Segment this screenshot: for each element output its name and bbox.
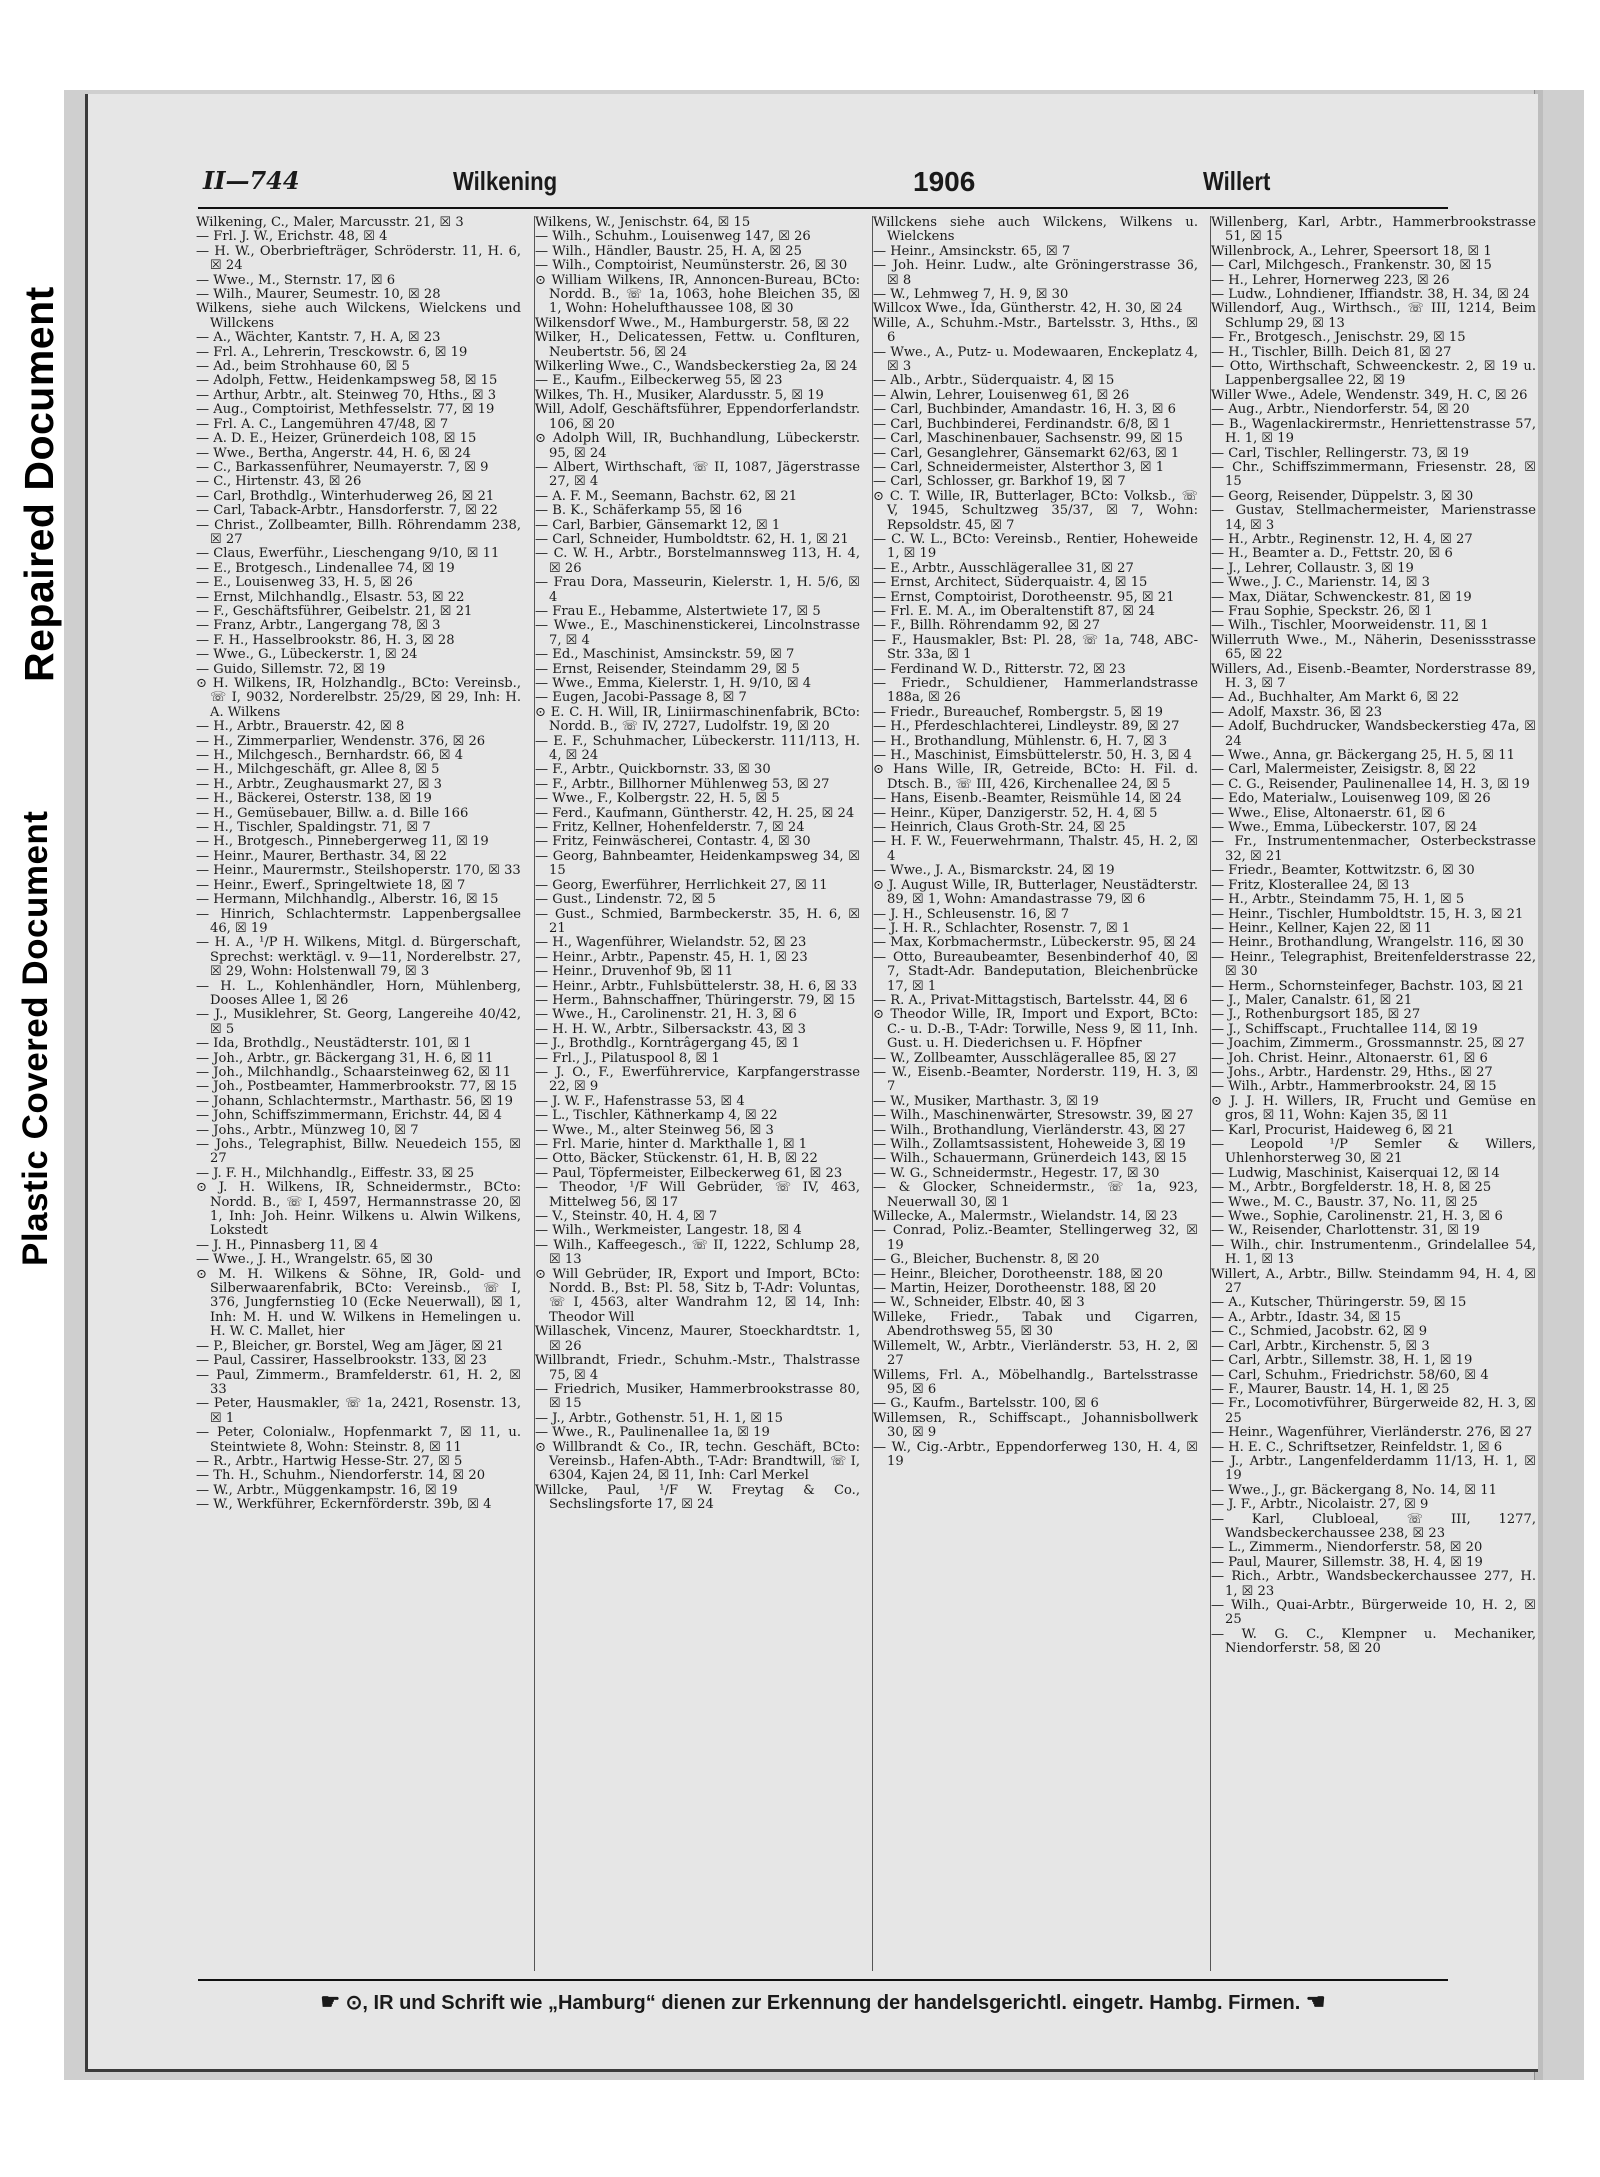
directory-entry: — W., Cig.-Arbtr., Eppendorferweg 130, H. 4, ☒ 19 (873, 1439, 1198, 1469)
directory-entry: — J., Lehrer, Collaustr. 3, ☒ 19 (1211, 560, 1414, 576)
directory-entry: — F., Hausmakler, Bst: Pl. 28, ☏ 1a, 748, ABC-Str. 33a, ☒ 1 (873, 632, 1198, 663)
directory-entry: — H., Lehrer, Hornerweg 223, ☒ 26 (1211, 272, 1450, 288)
directory-entry: — G., Bleicher, Buchenstr. 8, ☒ 20 (873, 1252, 1100, 1268)
directory-entry: — Wwe., J. C., Marienstr. 14, ☒ 3 (1211, 575, 1430, 591)
directory-entry: — Otto, Wirthschaft, Schweenckestr. 2, ☒ 19 u. Lappenbergsallee 22, ☒ 19 (1211, 359, 1536, 389)
directory-entry: — Wilh., Arbtr., Hammerbrookstr. 24, ☒ 15 (1211, 1079, 1497, 1095)
directory-entry: — Aug., Arbtr., Niendorferstr. 54, ☒ 20 (1211, 402, 1470, 418)
directory-entry: — J. H. R., Schlachter, Rosenstr. 7, ☒ 1 (873, 920, 1131, 936)
directory-entry: — J. H., Schleusenstr. 16, ☒ 7 (873, 906, 1070, 922)
directory-entry: Wilkes, Th. H., Musiker, Alardusstr. 5, ☒ 19 (535, 387, 824, 403)
directory-entry: — Heinr., Ewerf., Springeltwiete 18, ☒ 7 (196, 877, 466, 893)
directory-entry: — Carl, Buchbinderei, Ferdinandstr. 6/8, ☒ 1 (873, 416, 1172, 432)
directory-entry: — Wilh., Maurer, Seumestr. 10, ☒ 28 (196, 287, 441, 303)
directory-entry: — Fr., Brotgesch., Jenischstr. 29, ☒ 15 (1211, 330, 1466, 346)
header-rule (198, 207, 1448, 209)
directory-entry: ⊙ Adolph Will, IR, Buchhandlung, Lübeckerstr. 95, ☒ 24 (535, 431, 860, 461)
directory-entry: — Heinr., Kellner, Kajen 22, ☒ 11 (1211, 920, 1432, 936)
directory-entry: — Heinr., Druvenhof 9b, ☒ 11 (535, 964, 734, 980)
directory-entry: — Heinr., Küper, Danzigerstr. 52, H. 4, ☒ 5 (873, 805, 1158, 821)
directory-entry: — Ludw., Lohndiener, Iffiandstr. 38, H. 34, ☒ 24 (1211, 287, 1530, 303)
directory-entry: — Paul, Zimmerm., Bramfelderstr. 61, H. 2, ☒ 33 (196, 1367, 521, 1397)
directory-entry: — F., Billh. Röhrendamm 92, ☒ 27 (873, 618, 1101, 634)
page-number: II—744 (203, 166, 300, 195)
directory-entry: Willecke, A., Malermstr., Wielandstr. 14, ☒ 23 (873, 1209, 1178, 1225)
directory-entry: — H. H. W., Arbtr., Silbersackstr. 43, ☒ 3 (535, 1021, 806, 1037)
directory-entry: — Wilh., Comptoirist, Neumünsterstr. 26, ☒ 30 (535, 258, 848, 274)
directory-entry: — Conrad, Poliz.-Beamter, Stellingerweg 32, ☒ 19 (873, 1223, 1198, 1253)
directory-entry: — Heinr., Arbtr., Fuhlsbüttelerstr. 38, H. 6, ☒ 33 (535, 978, 858, 994)
directory-entry: — Wilh., Kaffeegesch., ☏ II, 1222, Schlump 28, ☒ 13 (535, 1237, 860, 1268)
page-footer (203, 1989, 1443, 2019)
directory-entry: — Wwe., M., Sternstr. 17, ☒ 6 (196, 272, 396, 288)
header-year: 1906 (913, 166, 976, 197)
directory-entry: — Hans, Eisenb.-Beamter, Reismühle 14, ☒ 24 (873, 791, 1182, 807)
directory-entry: — L., Zimmerm., Niendorferstr. 58, ☒ 20 (1211, 1540, 1483, 1556)
directory-entry: — Wilh., chir. Instrumentenm., Grindelallee 54, H. 1, ☒ 13 (1211, 1237, 1536, 1268)
directory-entry: — Wwe., Emma, Kielerstr. 1, H. 9/10, ☒ 4 (535, 676, 812, 691)
directory-entry: — Ernst, Comptoirist, Dorotheenstr. 95, ☒ 21 (873, 589, 1175, 605)
directory-entry: ⊙ Will Gebrüder, IR, Export und Import, BCto: Nordd. B., Bst: Pl. 58, Sitz b, T-Adr: Voluntas, ☏ I, 4563, alter Wandrahm 12, ☒ 14, Inh: Theodor Will (535, 1266, 860, 1325)
directory-entry: — Wilh., Schauermann, Grünerdeich 143, ☒ 15 (873, 1151, 1187, 1167)
directory-entry: — J., Arbtr., Langenfelderdamm 11/13, H. 1, ☒ 19 (1211, 1453, 1536, 1484)
directory-entry: Willenberg, Karl, Arbtr., Hammerbrookstrasse 51, ☒ 15 (1211, 216, 1536, 245)
directory-entry: — M., Arbtr., Borgfelderstr. 18, H. 8, ☒ 25 (1211, 1180, 1492, 1196)
directory-entry: — E., Kaufm., Eilbeckerweg 55, ☒ 23 (535, 373, 783, 389)
directory-entry: — Fritz, Feinwäscherei, Contastr. 4, ☒ 30 (535, 834, 811, 850)
directory-entry: — E., Brotgesch., Lindenallee 74, ☒ 19 (196, 560, 455, 576)
directory-entry: — Friedr., Bureauchef, Rombergstr. 5, ☒ 19 (873, 704, 1164, 720)
directory-entry: — Herm., Schornsteinfeger, Bachstr. 103, ☒ 21 (1211, 978, 1525, 994)
directory-entry: Wilkening, C., Maler, Marcusstr. 21, ☒ 3 (196, 216, 464, 230)
directory-entry: — Friedr., Beamter, Kottwitzstr. 6, ☒ 30 (1211, 863, 1475, 879)
directory-entry: — C., Schmied, Jacobstr. 62, ☒ 9 (1211, 1324, 1428, 1340)
directory-entry: — Carl, Brothdlg., Winterhuderweg 26, ☒ 21 (196, 488, 495, 504)
directory-entry: — Wwe., A., Putz- u. Modewaaren, Enckeplatz 4, ☒ 3 (873, 344, 1198, 375)
directory-entry: — Wwe., G., Lübeckerstr. 1, ☒ 24 (196, 647, 418, 663)
directory-entry: — H. A., ¹/P H. Wilkens, Mitgl. d. Bürgerschaft, Sprechst: werktägl. v. 9—11, Norderelbstr. 27, ☒ 29, Wohn: Holstenwall 79, ☒ 3 (196, 935, 521, 980)
directory-entry: — J., Musiklehrer, St. Georg, Langereihe 40/42, ☒ 5 (196, 1007, 521, 1037)
directory-entry: — John, Schiffszimmermann, Erichstr. 44, ☒ 4 (196, 1108, 502, 1124)
directory-entry: — H., Wagenführer, Wielandstr. 52, ☒ 23 (535, 935, 807, 951)
directory-entry: — Eugen, Jacobi-Passage 8, ☒ 7 (535, 690, 747, 706)
directory-entry: — Heinr., Maurermstr., Steilshoperstr. 170, ☒ 33 (196, 863, 521, 879)
directory-entry: — Ludwig, Maschinist, Kaiserquai 12, ☒ 14 (1211, 1165, 1500, 1181)
directory-entry: ⊙ C. T. Wille, IR, Butterlager, BCto: Volksb., ☏ V, 1945, Schultzweg 35/37, ☒ 7, Wohn: Repsoldstr. 45, ☒ 7 (873, 488, 1198, 533)
directory-entry: — F., Arbtr., Billhorner Mühlenweg 53, ☒ 27 (535, 776, 830, 792)
directory-entry: — Fritz, Klosterallee 24, ☒ 13 (1211, 877, 1410, 893)
directory-entry: — A., Arbtr., Idastr. 34, ☒ 15 (1211, 1309, 1401, 1325)
directory-entry: — F., Geschäftsführer, Geibelstr. 21, ☒ 21 (196, 603, 473, 619)
directory-entry: — Carl, Arbtr., Sillemstr. 38, H. 1, ☒ 19 (1211, 1353, 1473, 1369)
directory-entry: — C. W. H., Arbtr., Borstelmannsweg 113, H. 4, ☒ 26 (535, 546, 860, 576)
directory-entry: — Leopold ¹/P Semler & Willers, Uhlenhorsterweg 30, ☒ 21 (1211, 1137, 1536, 1167)
directory-entry: — V., Steinstr. 40, H. 4, ☒ 7 (535, 1209, 718, 1225)
directory-entry: — Paul, Maurer, Sillemstr. 38, H. 4, ☒ 19 (1211, 1554, 1483, 1570)
directory-entry: — H., Milchgesch., Bernhardstr. 66, ☒ 4 (196, 748, 464, 764)
directory-entry: — Gust., Schmied, Barmbeckerstr. 35, H. 6, ☒ 21 (535, 906, 860, 936)
directory-entry: — Max, Diätar, Schwenckestr. 81, ☒ 19 (1211, 589, 1472, 605)
directory-entry: — Wwe., Bertha, Angerstr. 44, H. 6, ☒ 24 (196, 445, 471, 461)
directory-entry: — H., Tischler, Billh. Deich 81, ☒ 27 (1211, 344, 1452, 360)
directory-entry: — W., Eisenb.-Beamter, Norderstr. 119, H. 3, ☒ 7 (873, 1064, 1198, 1095)
directory-entry: — Wwe., H., Carolinenstr. 21, H. 3, ☒ 6 (535, 1007, 797, 1023)
directory-entry: — J., Brothdlg., Korntrâgergang 45, ☒ 1 (535, 1036, 800, 1052)
directory-entry: ⊙ J. H. Wilkens, IR, Schneidermstr., BCto: Nordd. B., ☏ I, 4597, Hermannstrasse 20, ☒ 1, Inh: Joh. Heinr. Wilkens u. Alwin Wilkens, Lokstedt (196, 1180, 521, 1239)
directory-entry: — Heinr., Tischler, Humboldtstr. 15, H. 3, ☒ 21 (1211, 906, 1524, 922)
directory-entry: Willems, Frl. A., Möbelhandlg., Bartelsstrasse 95, ☒ 6 (873, 1367, 1198, 1397)
column-4 (1210, 216, 1536, 1971)
directory-entry: — Wilh., Brothandlung, Vierländerstr. 43, ☒ 27 (873, 1122, 1186, 1138)
directory-entry: — A. D. E., Heizer, Grünerdeich 108, ☒ 15 (196, 431, 477, 447)
directory-entry: ⊙ M. H. Wilkens & Söhne, IR, Gold- und Silberwaarenfabrik, BCto: Vereinsb., ☏ I, 376, Jungfernstieg 10 (Ecke Neuerwall), ☒ 1, Inh: M. H. und W. Wilkens in Hemelingen u. H. W. C. Mallet, hier (196, 1266, 521, 1340)
directory-entry: — H., Pferdeschlachterei, Lindleystr. 89, ☒ 27 (873, 719, 1180, 735)
directory-entry: — W., Schneider, Elbstr. 40, ☒ 3 (873, 1295, 1085, 1311)
page-header (203, 166, 1448, 202)
directory-entry: — W., Zollbeamter, Ausschlägerallee 85, ☒ 27 (873, 1050, 1177, 1066)
directory-entry: — Heinr., Bleicher, Dorotheenstr. 188, ☒ 20 (873, 1266, 1163, 1282)
directory-entry: — Heinr., Wagenführer, Vierländerstr. 276, ☒ 27 (1211, 1425, 1533, 1441)
directory-entry: — Heinr., Brothandlung, Wrangelstr. 116, ☒ 30 (1211, 935, 1524, 951)
directory-entry: ⊙ H. Wilkens, IR, Holzhandlg., BCto: Vereinsb., ☏ I, 9032, Norderelbstr. 25/29, ☒ 29, Inh: H. A. Wilkens (196, 676, 521, 720)
directory-entry: — Alb., Arbtr., Süderquaistr. 4, ☒ 15 (873, 373, 1115, 389)
directory-entry: — H., Tischler, Spaldingstr. 71, ☒ 7 (196, 820, 431, 836)
directory-entry: — Carl, Taback-Arbtr., Hansdorferstr. 7, ☒ 22 (196, 503, 498, 519)
directory-entry: — J., Arbtr., Gothenstr. 51, H. 1, ☒ 15 (535, 1410, 783, 1426)
directory-entry: — C. G., Reisender, Paulinenallee 14, H. 3, ☒ 19 (1211, 776, 1530, 792)
directory-entry: Will, Adolf, Geschäftsführer, Eppendorferlandstr. 106, ☒ 20 (535, 402, 860, 432)
directory-entry: — H., Gemüsebauer, Billw. a. d. Bille 166 (196, 805, 469, 821)
directory-entry: — Wilh., Händler, Baustr. 25, H. A, ☒ 25 (535, 243, 802, 259)
directory-entry: — Frl. A., Lehrerin, Tresckowstr. 6, ☒ 19 (196, 344, 468, 360)
entry-columns (196, 216, 1546, 1971)
directory-entry: — Wwe., Elise, Altonaerstr. 61, ☒ 6 (1211, 805, 1446, 821)
directory-entry: — H. F. W., Feuerwehrmann, Thalstr. 45, H. 2, ☒ 4 (873, 834, 1198, 864)
directory-entry: Wilker, H., Delicatessen, Fettw. u. Conflturen, Neubertstr. 56, ☒ 24 (535, 330, 860, 360)
directory-entry: — H., Brotgesch., Pinnebergerweg 11, ☒ 19 (196, 834, 489, 850)
directory-entry: — F. H., Hasselbrookstr. 86, H. 3, ☒ 28 (196, 632, 455, 648)
directory-entry: Willaschek, Vincenz, Maurer, Stoeckhardtstr. 1, ☒ 26 (535, 1324, 860, 1354)
header-first-name: Wilkening (453, 166, 558, 196)
directory-entry: — Frl., J., Pilatuspool 8, ☒ 1 (535, 1050, 720, 1066)
directory-entry: — Johs., Arbtr., Münzweg 10, ☒ 7 (196, 1122, 419, 1138)
directory-entry: — Friedr., Schuldiener, Hammerlandstrasse 188a, ☒ 26 (873, 676, 1198, 706)
directory-entry: — Wwe., J., gr. Bäckergang 8, No. 14, ☒ 11 (1211, 1482, 1497, 1498)
directory-entry: — Heinr., Telegraphist, Breitenfelderstrasse 22, ☒ 30 (1211, 949, 1536, 980)
directory-entry: — Otto, Bäcker, Stückenstr. 61, H. B, ☒ 22 (535, 1151, 818, 1167)
directory-entry: Willckens siehe auch Wilckens, Wilkens u. Wielckens (873, 216, 1198, 245)
directory-entry: Willerruth Wwe., M., Näherin, Desenissstrasse 65, ☒ 22 (1211, 632, 1536, 663)
directory-entry: Willeke, Friedr., Tabak und Cigarren, Abendrothsweg 55, ☒ 30 (873, 1309, 1198, 1340)
directory-entry: — Frau Sophie, Speckstr. 26, ☒ 1 (1211, 603, 1433, 619)
directory-entry: — W., Arbtr., Müggenkampstr. 16, ☒ 19 (196, 1482, 458, 1498)
directory-entry: — Guido, Sillemstr. 72, ☒ 19 (196, 661, 386, 677)
directory-entry: — Frl. Marie, hinter d. Markthalle 1, ☒ 1 (535, 1137, 808, 1152)
column-2 (534, 216, 860, 1971)
directory-entry: — Gustav, Stellmachermeister, Marienstrasse 14, ☒ 3 (1211, 503, 1536, 533)
directory-entry: — Heinr., Arbtr., Papenstr. 45, H. 1, ☒ 23 (535, 949, 808, 965)
directory-entry: — R., Arbtr., Hartwig Hesse-Str. 27, ☒ 5 (196, 1453, 463, 1469)
directory-entry: — H., Arbtr., Steindamm 75, H. 1, ☒ 5 (1211, 892, 1465, 908)
directory-entry: Willenbrock, A., Lehrer, Speersort 18, ☒ 1 (1211, 243, 1492, 259)
directory-entry: — Johs., Arbtr., Hardenstr. 29, Hths., ☒ 27 (1211, 1064, 1493, 1080)
directory-entry: — Hinrich, Schlachtermstr. Lappenbergsallee 46, ☒ 19 (196, 906, 521, 936)
directory-entry: — E., Louisenweg 33, H. 5, ☒ 26 (196, 575, 413, 591)
directory-entry: — Ferd., Kaufmann, Güntherstr. 42, H. 25, ☒ 24 (535, 805, 855, 821)
directory-entry: — Heinr., Amsinckstr. 65, ☒ 7 (873, 243, 1071, 259)
directory-entry: Willcox Wwe., Ida, Güntherstr. 42, H. 30, ☒ 24 (873, 301, 1183, 317)
directory-entry: — J., Schiffscapt., Fruchtallee 114, ☒ 19 (1211, 1021, 1478, 1037)
directory-entry: — Arthur, Arbtr., alt. Steinweg 70, Hths., ☒ 3 (196, 387, 497, 403)
directory-entry: — Ed., Maschinist, Amsinckstr. 59, ☒ 7 (535, 647, 795, 663)
directory-entry: — Joh. Heinr. Ludw., alte Gröningerstrasse 36, ☒ 8 (873, 258, 1198, 288)
directory-entry: — J. W. F., Hafenstrasse 53, ☒ 4 (535, 1093, 745, 1109)
directory-entry: — Aug., Comptoirist, Methfesselstr. 77, ☒ 19 (196, 402, 495, 418)
directory-entry: — Joh., Milchhandlg., Schaarsteinweg 62, ☒ 11 (196, 1064, 511, 1080)
directory-entry: — Wwe., M. C., Baustr. 37, No. 11, ☒ 25 (1211, 1194, 1478, 1210)
header-last-name: Willert (1203, 166, 1271, 196)
directory-entry: — Paul, Töpfermeister, Eilbeckerweg 61, ☒ 23 (535, 1165, 843, 1181)
column-1 (196, 216, 521, 1971)
directory-entry: — Joh., Arbtr., gr. Bäckergang 31, H. 6, ☒ 11 (196, 1050, 494, 1066)
directory-entry: — Carl, Schuhm., Friedrichstr. 58/60, ☒ 4 (1211, 1367, 1489, 1383)
directory-entry: — W., Lehmweg 7, H. 9, ☒ 30 (873, 287, 1069, 303)
directory-entry: — W., Werkführer, Eckernförderstr. 39b, ☒ 4 (196, 1497, 492, 1513)
directory-entry: — Carl, Gesanglehrer, Gänsemarkt 62/63, ☒ 1 (873, 445, 1180, 461)
directory-entry: — Max, Korbmachermstr., Lübeckerstr. 95, ☒ 24 (873, 935, 1197, 951)
directory-entry: — H., Arbtr., Zeughausmarkt 27, ☒ 3 (196, 776, 442, 792)
directory-entry: — Ernst, Reisender, Steindamm 29, ☒ 5 (535, 661, 800, 677)
directory-entry: — Frl. J. W., Erichstr. 48, ☒ 4 (196, 229, 388, 245)
directory-entry: — Herm., Bahnschaffner, Thüringerstr. 79, ☒ 15 (535, 992, 856, 1008)
directory-entry: — Fritz, Kellner, Hohenfelderstr. 7, ☒ 24 (535, 820, 805, 836)
directory-entry: Willbrandt, Friedr., Schuhm.-Mstr., Thalstrasse 75, ☒ 4 (535, 1353, 860, 1383)
directory-entry: — Ernst, Milchhandlg., Elsastr. 53, ☒ 22 (196, 589, 465, 605)
directory-entry: Willert, A., Arbtr., Billw. Steindamm 94, H. 4, ☒ 27 (1211, 1266, 1536, 1297)
directory-entry: — Johann, Schlachtermstr., Marthastr. 56, ☒ 19 (196, 1093, 513, 1109)
directory-entry: — Ernst, Architect, Süderquaistr. 4, ☒ 15 (873, 575, 1148, 591)
directory-entry: — H., Beamter a. D., Fettstr. 20, ☒ 6 (1211, 546, 1453, 562)
directory-entry: — B. K., Schäferkamp 55, ☒ 16 (535, 503, 743, 519)
pointing-hand-right-icon: ☚ (1305, 1989, 1326, 2014)
directory-entry: — Otto, Bureaubeamter, Besenbinderhof 40, ☒ 7, Stadt-Adr. Bandeputation, Bleichenbrücke 17, ☒ 1 (873, 949, 1198, 994)
directory-entry: — J. F. H., Milchhandlg., Eiffestr. 33, ☒ 25 (196, 1165, 475, 1181)
directory-entry: ⊙ J. August Wille, IR, Butterlager, Neustädterstr. 89, ☒ 1, Wohn: Amandastrasse 79, ☒ 6 (873, 877, 1198, 908)
directory-entry: — Rich., Arbtr., Wandsbeckerchaussee 277, H. 1, ☒ 23 (1211, 1569, 1536, 1599)
directory-entry: — Frl. E. M. A., im Oberaltenstift 87, ☒ 24 (873, 603, 1155, 619)
directory-entry: Wilkens, W., Jenischstr. 64, ☒ 15 (535, 216, 751, 230)
directory-entry: — Adolph, Fettw., Heidenkampsweg 58, ☒ 15 (196, 373, 498, 389)
directory-entry: — J. H., Pinnasberg 11, ☒ 4 (196, 1237, 379, 1253)
directory-entry: — Ad., beim Strohhause 60, ☒ 5 (196, 359, 410, 375)
directory-entry: ⊙ William Wilkens, IR, Annoncen-Bureau, BCto: Nordd. B., ☏ 1a, 1063, hohe Bleichen 35, ☒ 1, Wohn: Hohelufthaussee 108, ☒ 30 (535, 272, 860, 317)
directory-entry: — Wilh., Zollamtsassistent, Hoheweide 3, ☒ 19 (873, 1137, 1186, 1152)
directory-entry: — Ad., Buchhalter, Am Markt 6, ☒ 22 (1211, 690, 1460, 706)
directory-entry: ⊙ J. J. H. Willers, IR, Frucht und Gemüse en gros, ☒ 11, Wohn: Kajen 35, ☒ 11 (1211, 1093, 1536, 1124)
directory-entry: — Frau Dora, Masseurin, Kielerstr. 1, H. 5/6, ☒ 4 (535, 575, 860, 605)
directory-entry: — G., Kaufm., Bartelsstr. 100, ☒ 6 (873, 1396, 1099, 1412)
directory-entry: — Carl, Barbier, Gänsemarkt 12, ☒ 1 (535, 517, 781, 533)
directory-entry: — Edo, Materialw., Louisenweg 109, ☒ 26 (1211, 791, 1491, 807)
directory-entry: — Ida, Brothdlg., Neustädterstr. 101, ☒ 1 (196, 1036, 472, 1052)
directory-entry: — Claus, Ewerführ., Lieschengang 9/10, ☒ 11 (196, 546, 500, 562)
directory-entry: — Heinrich, Claus Groth-Str. 24, ☒ 25 (873, 820, 1126, 836)
directory-entry: — Georg, Bahnbeamter, Heidenkampsweg 34, ☒ 15 (535, 848, 860, 879)
directory-entry: — Carl, Schneidermeister, Alsterthor 3, ☒ 1 (873, 459, 1165, 475)
directory-entry: — Heinr., Maurer, Berthastr. 34, ☒ 22 (196, 848, 447, 864)
directory-entry: — H., Brothandlung, Mühlenstr. 6, H. 7, ☒ 3 (873, 733, 1168, 749)
directory-entry: — E., Arbtr., Ausschlägerallee 31, ☒ 27 (873, 560, 1134, 576)
repaired-document-label: Repaired Document (16, 286, 62, 682)
directory-entry: — H. E. C., Schriftsetzer, Reinfeldstr. 1, ☒ 6 (1211, 1439, 1503, 1455)
directory-entry: — F., Maurer, Baustr. 14, H. 1, ☒ 25 (1211, 1381, 1450, 1397)
directory-entry: — Georg, Ewerführer, Herrlichkeit 27, ☒ 11 (535, 877, 828, 893)
directory-page (85, 94, 1538, 2072)
directory-entry: — A., Wächter, Kantstr. 7, H. A, ☒ 23 (196, 330, 441, 346)
directory-entry: — Joh. Christ. Heinr., Altonaerstr. 61, ☒ 6 (1211, 1050, 1488, 1066)
footer-note: ⊙, IR und Schrift wie „Hamburg“ dienen zur Erkennung der handelsgerichtl. eingetr. Hambg. Firmen. (345, 1992, 1301, 2014)
directory-entry: — Albert, Wirthschaft, ☏ II, 1087, Jägerstrasse 27, ☒ 4 (535, 459, 860, 490)
directory-entry: — Frau E., Hebamme, Alstertwiete 17, ☒ 5 (535, 603, 821, 619)
directory-entry: — Wilh., Quai-Arbtr., Bürgerweide 10, H. 2, ☒ 25 (1211, 1598, 1536, 1628)
directory-entry: — W., Musiker, Marthastr. 3, ☒ 19 (873, 1093, 1099, 1109)
directory-entry: Willcke, Paul, ¹/F W. Freytag & Co., Sechslingsforte 17, ☒ 24 (535, 1482, 860, 1513)
directory-entry: — C. W. L., BCto: Vereinsb., Rentier, Hoheweide 1, ☒ 19 (873, 531, 1198, 562)
directory-entry: — A., Kutscher, Thüringerstr. 59, ☒ 15 (1211, 1295, 1467, 1311)
directory-entry: — Wwe., Emma, Lübeckerstr. 107, ☒ 24 (1211, 820, 1478, 836)
directory-entry: ⊙ Hans Wille, IR, Getreide, BCto: H. Fil. d. Dtsch. B., ☏ III, 426, Kirchenallee 24, ☒ 5 (873, 762, 1198, 792)
directory-entry: — Th. H., Schuhm., Niendorferstr. 14, ☒ 20 (196, 1468, 486, 1484)
directory-entry: — J. O., F., Ewerführervice, Karpfangerstrasse 22, ☒ 9 (535, 1064, 860, 1095)
directory-entry: — H., Zimmerparlier, Wendenstr. 376, ☒ 26 (196, 733, 486, 749)
directory-entry: — Peter, Hausmakler, ☏ 1a, 2421, Rosenstr. 13, ☒ 1 (196, 1396, 521, 1426)
directory-entry: — H., Bäckerei, Osterstr. 138, ☒ 19 (196, 791, 432, 807)
directory-entry: — E. F., Schuhmacher, Lübeckerstr. 111/113, H. 4, ☒ 24 (535, 733, 860, 764)
directory-entry: — Frl. A. C., Langemühren 47/48, ☒ 7 (196, 416, 449, 432)
directory-entry: — H., Milchgeschäft, gr. Allee 8, ☒ 5 (196, 762, 440, 778)
directory-entry: — Joh., Postbeamter, Hammerbrookstr. 77, ☒ 15 (196, 1079, 518, 1095)
directory-entry: — Carl, Maschinenbauer, Sachsenstr. 99, ☒ 15 (873, 431, 1183, 447)
directory-entry: Willendorf, Aug., Wirthsch., ☏ III, 1214, Beim Schlump 29, ☒ 13 (1211, 301, 1536, 331)
directory-entry: — Wwe., J. A., Bismarckstr. 24, ☒ 19 (873, 863, 1115, 879)
directory-entry: — Wwe., Sophie, Carolinenstr. 21, H. 3, ☒ 6 (1211, 1209, 1503, 1225)
directory-entry: — Johs., Telegraphist, Billw. Neuedeich 155, ☒ 27 (196, 1137, 521, 1167)
directory-entry: — Wilh., Werkmeister, Langestr. 18, ☒ 4 (535, 1223, 802, 1239)
directory-entry: — Wwe., J. H., Wrangelstr. 65, ☒ 30 (196, 1252, 433, 1268)
directory-entry: — H. W., Oberbriefträger, Schröderstr. 11, H. 6, ☒ 24 (196, 243, 521, 274)
directory-entry: — Wwe., E., Maschinenstickerei, Lincolnstrasse 7, ☒ 4 (535, 618, 860, 648)
column-3 (872, 216, 1198, 1971)
directory-entry: — Carl, Buchbinder, Amandastr. 16, H. 3, ☒ 6 (873, 402, 1176, 418)
directory-entry: — Christ., Zollbeamter, Billh. Röhrendamm 238, ☒ 27 (196, 517, 521, 547)
directory-entry: — W. G., Schneidermstr., Hegestr. 17, ☒ 30 (873, 1165, 1160, 1181)
directory-entry: — L., Tischler, Käthnerkamp 4, ☒ 22 (535, 1108, 778, 1124)
directory-entry: ⊙ E. C. H. Will, IR, Liniirmaschinenfabrik, BCto: Nordd. B., ☏ IV, 2727, Ludolfstr. 19, ☒ 20 (535, 704, 860, 735)
directory-entry: — Carl, Tischler, Rellingerstr. 73, ☒ 19 (1211, 445, 1470, 461)
directory-entry: — H. L., Kohlenhändler, Horn, Mühlenberg, Dooses Allee 1, ☒ 26 (196, 978, 521, 1008)
directory-entry: Wilkerling Wwe., C., Wandsbeckerstieg 2a, ☒ 24 (535, 359, 858, 375)
directory-entry: ⊙ Willbrandt & Co., IR, techn. Geschäft, BCto: Vereinsb., Hafen-Abth., T-Adr: Brandtwill, ☏ I, 6304, Kajen 24, ☒ 11, Inh: Carl Merkel (535, 1439, 860, 1484)
directory-entry: — Ferdinand W. D., Ritterstr. 72, ☒ 23 (873, 661, 1126, 677)
directory-entry: — Karl, Clubloeal, ☏ III, 1277, Wandsbeckerchaussee 238, ☒ 23 (1211, 1511, 1536, 1541)
directory-entry: — Carl, Milchgesch., Frankenstr. 30, ☒ 15 (1211, 258, 1492, 274)
directory-entry: — J. F., Arbtr., Nicolaistr. 27, ☒ 9 (1211, 1497, 1429, 1513)
directory-entry: — Adolf, Buchdrucker, Wandsbeckerstieg 47a, ☒ 24 (1211, 719, 1536, 749)
directory-entry: Willemsen, R., Schiffscapt., Johannisbollwerk 30, ☒ 9 (873, 1410, 1198, 1441)
directory-entry: — C., Hirtenstr. 43, ☒ 26 (196, 474, 362, 490)
directory-entry: — Wwe., F., Kolbergstr. 22, H. 5, ☒ 5 (535, 791, 780, 807)
directory-entry: — R. A., Privat-Mittagstisch, Bartelsstr. 44, ☒ 6 (873, 992, 1188, 1008)
directory-entry: — H., Maschinist, Eimsbüttelerstr. 50, H. 3, ☒ 4 (873, 748, 1192, 764)
directory-entry: — Martin, Heizer, Dorotheenstr. 188, ☒ 20 (873, 1281, 1157, 1297)
directory-entry: Wilkens, siehe auch Wilckens, Wielckens und Willckens (196, 301, 521, 331)
directory-entry: — H., Arbtr., Reginenstr. 12, H. 4, ☒ 27 (1211, 531, 1473, 547)
directory-entry: — Gust., Lindenstr. 72, ☒ 5 (535, 892, 716, 908)
directory-entry: — J., Maler, Canalstr. 61, ☒ 21 (1211, 992, 1413, 1008)
directory-entry: Wille, A., Schuhm.-Mstr., Bartelsstr. 3, Hths., ☒ 6 (873, 315, 1198, 346)
directory-entry: Willers, Ad., Eisenb.-Beamter, Norderstrasse 89, H. 3, ☒ 7 (1211, 661, 1536, 691)
directory-entry: — J., Rothenburgsort 185, ☒ 27 (1211, 1007, 1421, 1023)
directory-entry: — W., Reisender, Charlottenstr. 31, ☒ 19 (1211, 1223, 1480, 1239)
pointing-hand-left-icon: ☛ (320, 1989, 341, 2014)
directory-entry: — Carl, Schneider, Humboldtstr. 62, H. 1, ☒ 21 (535, 531, 849, 547)
directory-entry: — F., Arbtr., Quickbornstr. 33, ☒ 30 (535, 762, 771, 778)
directory-entry: — Wilh., Tischler, Moorweidenstr. 11, ☒ 1 (1211, 618, 1489, 634)
directory-entry: — & Glocker, Schneidermstr., ☏ 1a, 923, Neuerwall 30, ☒ 1 (873, 1180, 1198, 1210)
directory-entry: — Peter, Colonialw., Hopfenmarkt 7, ☒ 11, u. Steintwiete 8, Wohn: Steinstr. 8, ☒ 11 (196, 1425, 521, 1455)
directory-entry: — Wwe., M., alter Steinweg 56, ☒ 3 (535, 1122, 774, 1138)
directory-entry: — Fr., Instrumentenmacher, Osterbeckstrasse 32, ☒ 21 (1211, 834, 1536, 864)
directory-entry: Wilkensdorf Wwe., M., Hamburgerstr. 58, ☒ 22 (535, 315, 850, 331)
directory-entry: — C., Barkassenführer, Neumayerstr. 7, ☒ 9 (196, 459, 489, 475)
directory-entry: — Karl, Procurist, Haideweg 6, ☒ 21 (1211, 1122, 1455, 1138)
directory-entry: ⊙ Theodor Wille, IR, Import und Export, BCto: C.- u. D.-B., T-Adr: Torwille, Ness 9, ☒ 11, Inh. Gust. u. H. Diederichsen u. F. Höpfner (873, 1007, 1198, 1052)
directory-entry: — B., Wagenlackirermstr., Henriettenstrasse 57, H. 1, ☒ 19 (1211, 416, 1536, 447)
directory-entry: — Hermann, Milchhandlg., Alberstr. 16, ☒ 15 (196, 892, 499, 908)
directory-entry: — Carl, Malermeister, Zeisigstr. 8, ☒ 22 (1211, 762, 1477, 778)
directory-entry: — Alwin, Lehrer, Louisenweg 61, ☒ 26 (873, 387, 1130, 403)
plastic-covered-label: Plastic Covered Document (16, 810, 55, 1266)
directory-entry: — Paul, Cassirer, Hasselbrookstr. 133, ☒ 23 (196, 1353, 487, 1369)
directory-entry: — Adolf, Maxstr. 36, ☒ 23 (1211, 704, 1383, 720)
directory-entry: — Wwe., Anna, gr. Bäckergang 25, H. 5, ☒ 11 (1211, 748, 1515, 764)
directory-entry: — Wwe., R., Paulinenallee 1a, ☒ 19 (535, 1425, 770, 1441)
directory-entry: — Wilh., Schuhm., Louisenweg 147, ☒ 26 (535, 229, 811, 245)
directory-entry: — Theodor, ¹/F Will Gebrüder, ☏ IV, 463, Mittelweg 56, ☒ 17 (535, 1180, 860, 1210)
directory-entry: Willemelt, W., Arbtr., Vierländerstr. 53, H. 2, ☒ 27 (873, 1338, 1198, 1369)
directory-entry: — Friedrich, Musiker, Hammerbrookstrasse 80, ☒ 15 (535, 1381, 860, 1412)
directory-entry: — Chr., Schiffszimmermann, Friesenstr. 28, ☒ 15 (1211, 459, 1536, 490)
directory-entry: — W. G. C., Klempner u. Mechaniker, Niendorferstr. 58, ☒ 20 (1211, 1626, 1536, 1657)
directory-entry: — Carl, Schlosser, gr. Barkhof 19, ☒ 7 (873, 474, 1126, 490)
directory-entry: — Fr., Locomotivführer, Bürgerweide 82, H. 3, ☒ 25 (1211, 1396, 1536, 1426)
directory-entry: — A. F. M., Seemann, Bachstr. 62, ☒ 21 (535, 488, 798, 504)
directory-entry: — P., Bleicher, gr. Borstel, Weg am Jäger, ☒ 21 (196, 1338, 504, 1354)
directory-entry: — H., Arbtr., Brauerstr. 42, ☒ 8 (196, 719, 405, 735)
directory-entry: — Joachim, Zimmerm., Grossmannstr. 25, ☒ 27 (1211, 1036, 1525, 1052)
directory-entry: Willer Wwe., Adele, Wendenstr. 349, H. C, ☒ 26 (1211, 387, 1528, 403)
footer-rule (198, 1979, 1448, 1981)
directory-entry: — Wilh., Maschinenwärter, Stresowstr. 39, ☒ 27 (873, 1108, 1194, 1124)
directory-entry: — Georg, Reisender, Düppelstr. 3, ☒ 30 (1211, 488, 1474, 504)
directory-entry: — Franz, Arbtr., Langergang 78, ☒ 3 (196, 618, 441, 634)
directory-entry: — Carl, Arbtr., Kirchenstr. 5, ☒ 3 (1211, 1338, 1430, 1354)
